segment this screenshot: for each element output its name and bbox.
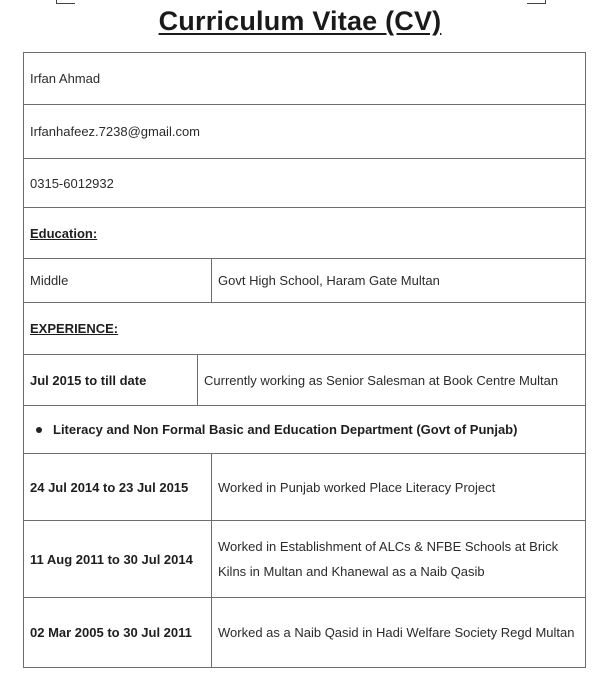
- education-institution: Govt High School, Haram Gate Multan: [212, 259, 586, 303]
- current-job-description: Currently working as Senior Salesman at Book Centre Multan: [198, 355, 586, 406]
- name-cell: Irfan Ahmad: [24, 53, 586, 105]
- experience-entry-description: Worked in Establishment of ALCs & NFBE Schools at Brick Kilns in Multan and Khanewal as a Naib Qasib: [212, 521, 586, 598]
- email-cell: Irfanhafeez.7238@gmail.com: [24, 105, 586, 159]
- education-row: [24, 259, 586, 303]
- page-corner-mark-left: [56, 0, 75, 4]
- cv-table: [23, 52, 586, 668]
- bullet-icon: [36, 427, 42, 433]
- experience-entry-period: 24 Jul 2014 to 23 Jul 2015: [24, 454, 212, 521]
- phone-row: [24, 159, 586, 208]
- education-level: Middle: [24, 259, 212, 303]
- experience-heading: EXPERIENCE:: [24, 303, 586, 355]
- page-corner-mark-right: [527, 0, 546, 4]
- experience-entry-period: 02 Mar 2005 to 30 Jul 2011: [24, 598, 212, 668]
- experience-heading-row: [24, 303, 586, 355]
- department-row: [24, 406, 586, 454]
- experience-entry-description: Worked in Punjab worked Place Literacy Project: [212, 454, 586, 521]
- department-cell: [24, 406, 586, 454]
- experience-entry-row: [24, 454, 586, 521]
- experience-entry-period: 11 Aug 2011 to 30 Jul 2014: [24, 521, 212, 598]
- page-title: Curriculum Vitae (CV): [158, 6, 442, 36]
- current-job-row: [24, 355, 586, 406]
- name-row: [24, 53, 586, 105]
- phone-cell: 0315-6012932: [24, 159, 586, 208]
- department-name: Literacy and Non Formal Basic and Education Department (Govt of Punjab): [53, 422, 518, 437]
- experience-entry-row: [24, 598, 586, 668]
- education-heading: Education:: [24, 208, 586, 259]
- current-job-period: Jul 2015 to till date: [24, 355, 198, 406]
- education-heading-row: [24, 208, 586, 259]
- experience-entry-row: [24, 521, 586, 598]
- email-row: [24, 105, 586, 159]
- experience-entry-description: Worked as a Naib Qasid in Hadi Welfare Society Regd Multan: [212, 598, 586, 668]
